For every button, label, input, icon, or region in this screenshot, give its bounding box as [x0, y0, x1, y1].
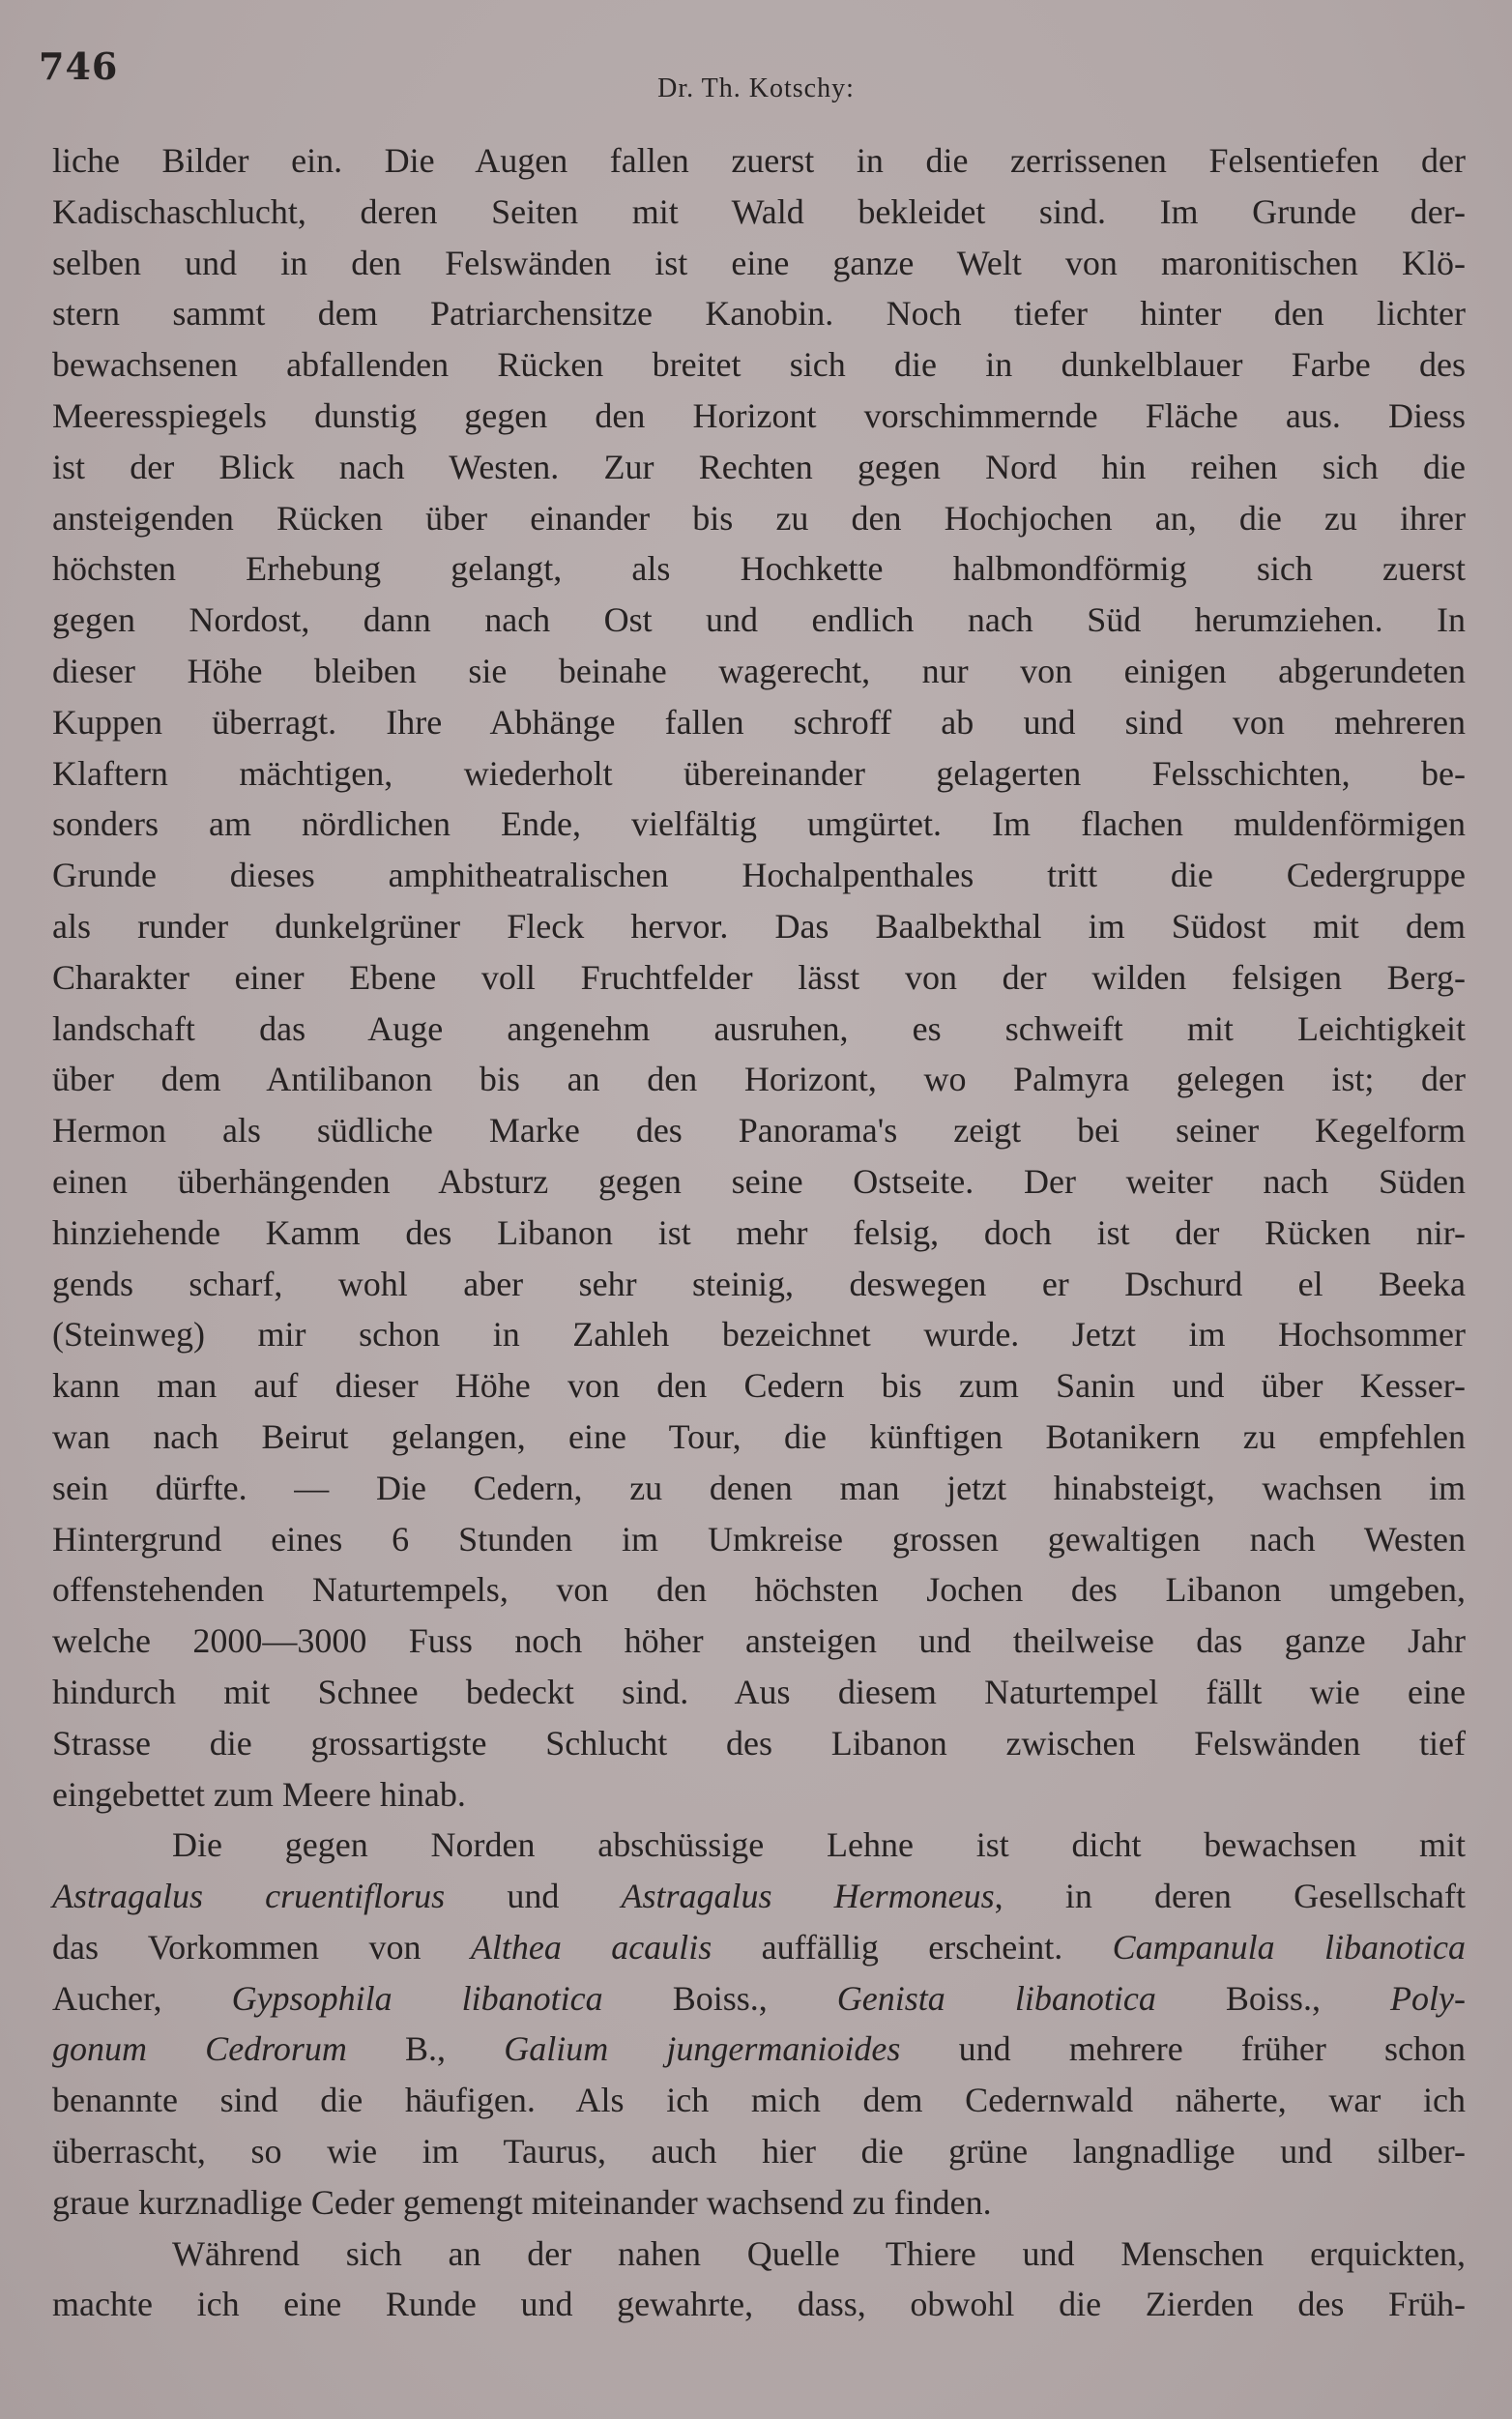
italic-species-name: Althea acaulis	[470, 1927, 712, 1967]
text-line	[52, 799, 1466, 850]
text-line	[52, 2279, 1466, 2330]
text-line	[52, 543, 1466, 595]
body-text	[52, 135, 1466, 2330]
text-run: graue kurznadlige Ceder gemengt miteinander wachsend zu finden.	[52, 2182, 992, 2222]
text-run: machte ich eine Runde und gewahrte, dass, obwohl die Zierden des Früh-	[52, 2285, 1466, 2324]
text-line	[52, 1259, 1466, 1310]
text-run: Klaftern mächtigen, wiederholt übereinander gelagerten Felsschichten, be-	[52, 753, 1466, 793]
text-line	[52, 1463, 1466, 1514]
text-line	[52, 2229, 1466, 2280]
text-run: einen überhängenden Absturz gegen seine Ostseite. Der weiter nach Süden	[52, 1161, 1466, 1201]
italic-species-name: Astragalus cruentiflorus	[52, 1877, 446, 1916]
text-line	[52, 1871, 1466, 1922]
text-run: Kadischaschlucht, deren Seiten mit Wald bekleidet sind. Im Grunde der-	[52, 191, 1466, 231]
italic-species-name: Poly-	[1390, 1978, 1466, 2018]
text-line	[52, 1156, 1466, 1208]
text-line	[52, 595, 1466, 646]
text-line	[52, 2126, 1466, 2177]
text-run: sein dürfte. — Die Cedern, zu denen man jetzt hinabsteigt, wachsen im	[52, 1468, 1466, 1507]
text-line	[52, 1564, 1466, 1616]
text-run: hindurch mit Schnee bedeckt sind. Aus diesem Naturtempel fällt wie eine	[52, 1672, 1466, 1711]
text-run: als runder dunkelgrüner Fleck hervor. Das Baalbekthal im Südost mit dem	[52, 906, 1466, 946]
text-line	[52, 646, 1466, 697]
text-run: auffällig erscheint.	[712, 1927, 1113, 1967]
text-line	[52, 1667, 1466, 1718]
text-line	[52, 2024, 1466, 2075]
text-line	[52, 1616, 1466, 1667]
text-run: Die gegen Norden abschüssige Lehne ist dicht bewachsen mit	[172, 1825, 1466, 1865]
text-run: Boiss.,	[602, 1978, 837, 2018]
italic-species-name: Genista libanotica	[836, 1978, 1156, 2018]
running-head: Dr. Th. Kotschy:	[657, 73, 855, 103]
text-line	[52, 1922, 1466, 1973]
italic-species-name: Gypsophila libanotica	[231, 1978, 603, 2018]
text-line	[52, 442, 1466, 493]
text-run: und	[445, 1877, 622, 1916]
text-run: kann man auf dieser Höhe von den Cedern bis zum Sanin und über Kesser-	[52, 1366, 1466, 1406]
text-run: überrascht, so wie im Taurus, auch hier die grüne langnadlige und silber-	[52, 2132, 1466, 2171]
text-line	[52, 1514, 1466, 1565]
text-line	[52, 493, 1466, 544]
text-run: stern sammt dem Patriarchensitze Kanobin. Noch tiefer hinter den lichter	[52, 294, 1466, 334]
italic-species-name: Galium jungermanioides	[504, 2029, 901, 2069]
text-run: offenstehenden Naturtempels, von den höchsten Jochen des Libanon umgeben,	[52, 1570, 1466, 1610]
text-run: über dem Antilibanon bis an den Horizont, wo Palmyra gelegen ist; der	[52, 1060, 1466, 1099]
text-line	[52, 1004, 1466, 1055]
text-line	[52, 187, 1466, 238]
text-run: gends scharf, wohl aber sehr steinig, deswegen er Dschurd el Beeka	[52, 1264, 1466, 1303]
text-line	[52, 2177, 1466, 2229]
text-line	[52, 2075, 1466, 2126]
text-run: selben und in den Felswänden ist eine ganze Welt von maronitischen Klö-	[52, 243, 1466, 282]
text-line	[52, 391, 1466, 442]
text-line	[52, 697, 1466, 748]
text-run: sonders am nördlichen Ende, vielfältig umgürtet. Im flachen muldenförmigen	[52, 804, 1466, 844]
paragraph	[52, 2229, 1466, 2331]
text-run: B.,	[346, 2029, 505, 2069]
text-run: ist der Blick nach Westen. Zur Rechten gegen Nord hin reihen sich die	[52, 447, 1466, 486]
text-run: Aucher,	[52, 1978, 232, 2018]
text-run: Meeresspiegels dunstig gegen den Horizont vorschimmernde Fläche aus. Diess	[52, 395, 1466, 435]
text-run: das Vorkommen von	[52, 1927, 471, 1967]
text-run: Kuppen überragt. Ihre Abhänge fallen schroff ab und sind von mehreren	[52, 702, 1466, 742]
page-number: 746	[39, 44, 119, 88]
text-run: Während sich an der nahen Quelle Thiere und Menschen erquickten,	[172, 2233, 1466, 2273]
text-line	[52, 339, 1466, 391]
text-run: welche 2000—3000 Fuss noch höher ansteigen und theilweise das ganze Jahr	[52, 1621, 1466, 1661]
text-run: liche Bilder ein. Die Augen fallen zuerst in die zerrissenen Felsentiefen der	[52, 141, 1466, 180]
text-line	[52, 1769, 1466, 1821]
text-run: landschaft das Auge angenehm ausruhen, es schweift mit Leichtigkeit	[52, 1008, 1466, 1048]
text-line	[52, 1412, 1466, 1463]
text-run: und mehrere früher schon	[900, 2029, 1467, 2069]
text-line	[52, 1054, 1466, 1105]
text-line	[52, 1309, 1466, 1360]
text-line	[52, 1718, 1466, 1769]
text-line	[52, 1105, 1466, 1156]
text-run: Hintergrund eines 6 Stunden im Umkreise grossen gewaltigen nach Westen	[52, 1519, 1466, 1559]
paragraph	[52, 1820, 1466, 2228]
text-line	[52, 850, 1466, 901]
text-line	[52, 1360, 1466, 1412]
italic-species-name: Campanula libanotica	[1112, 1927, 1466, 1967]
text-run: (Steinweg) mir schon in Zahleh bezeichnet wurde. Jetzt im Hochsommer	[52, 1315, 1466, 1355]
text-run: Hermon als südliche Marke des Panorama's zeigt bei seiner Kegelform	[52, 1111, 1466, 1151]
text-line	[52, 1973, 1466, 2025]
text-run: Boiss.,	[1155, 1978, 1391, 2018]
paragraph	[52, 135, 1466, 1820]
text-run: wan nach Beirut gelangen, eine Tour, die künftigen Botanikern zu empfehlen	[52, 1416, 1466, 1456]
text-run: Grunde dieses amphitheatralischen Hochalpenthales tritt die Cedergruppe	[52, 856, 1466, 895]
text-run: höchsten Erhebung gelangt, als Hochkette halbmondförmig sich zuerst	[52, 549, 1466, 589]
text-run: , in deren Gesellschaft	[994, 1877, 1466, 1916]
text-line	[52, 901, 1466, 952]
text-line	[52, 238, 1466, 289]
italic-species-name: Astragalus Hermoneus	[621, 1877, 995, 1916]
text-line	[52, 1208, 1466, 1259]
text-line	[52, 952, 1466, 1004]
text-run: bewachsenen abfallenden Rücken breitet sich die in dunkelblauer Farbe des	[52, 345, 1466, 385]
text-run: gegen Nordost, dann nach Ost und endlich nach Süd herumziehen. In	[52, 600, 1466, 640]
text-run: hinziehende Kamm des Libanon ist mehr felsig, doch ist der Rücken nir-	[52, 1212, 1466, 1252]
text-run: Charakter einer Ebene voll Fruchtfelder lässt von der wilden felsigen Berg-	[52, 957, 1466, 997]
text-line	[52, 288, 1466, 339]
text-run: eingebettet zum Meere hinab.	[52, 1774, 466, 1814]
text-run: Strasse die grossartigste Schlucht des Libanon zwischen Felswänden tief	[52, 1723, 1466, 1763]
text-run: ansteigenden Rücken über einander bis zu den Hochjochen an, die zu ihrer	[52, 498, 1466, 538]
text-line	[52, 135, 1466, 187]
text-run: benannte sind die häufigen. Als ich mich dem Cedernwald näherte, war ich	[52, 2081, 1466, 2120]
text-line	[52, 1820, 1466, 1871]
text-line	[52, 748, 1466, 800]
text-run: dieser Höhe bleiben sie beinahe wagerecht, nur von einigen abgerundeten	[52, 651, 1466, 690]
italic-species-name: gonum Cedrorum	[52, 2029, 347, 2069]
